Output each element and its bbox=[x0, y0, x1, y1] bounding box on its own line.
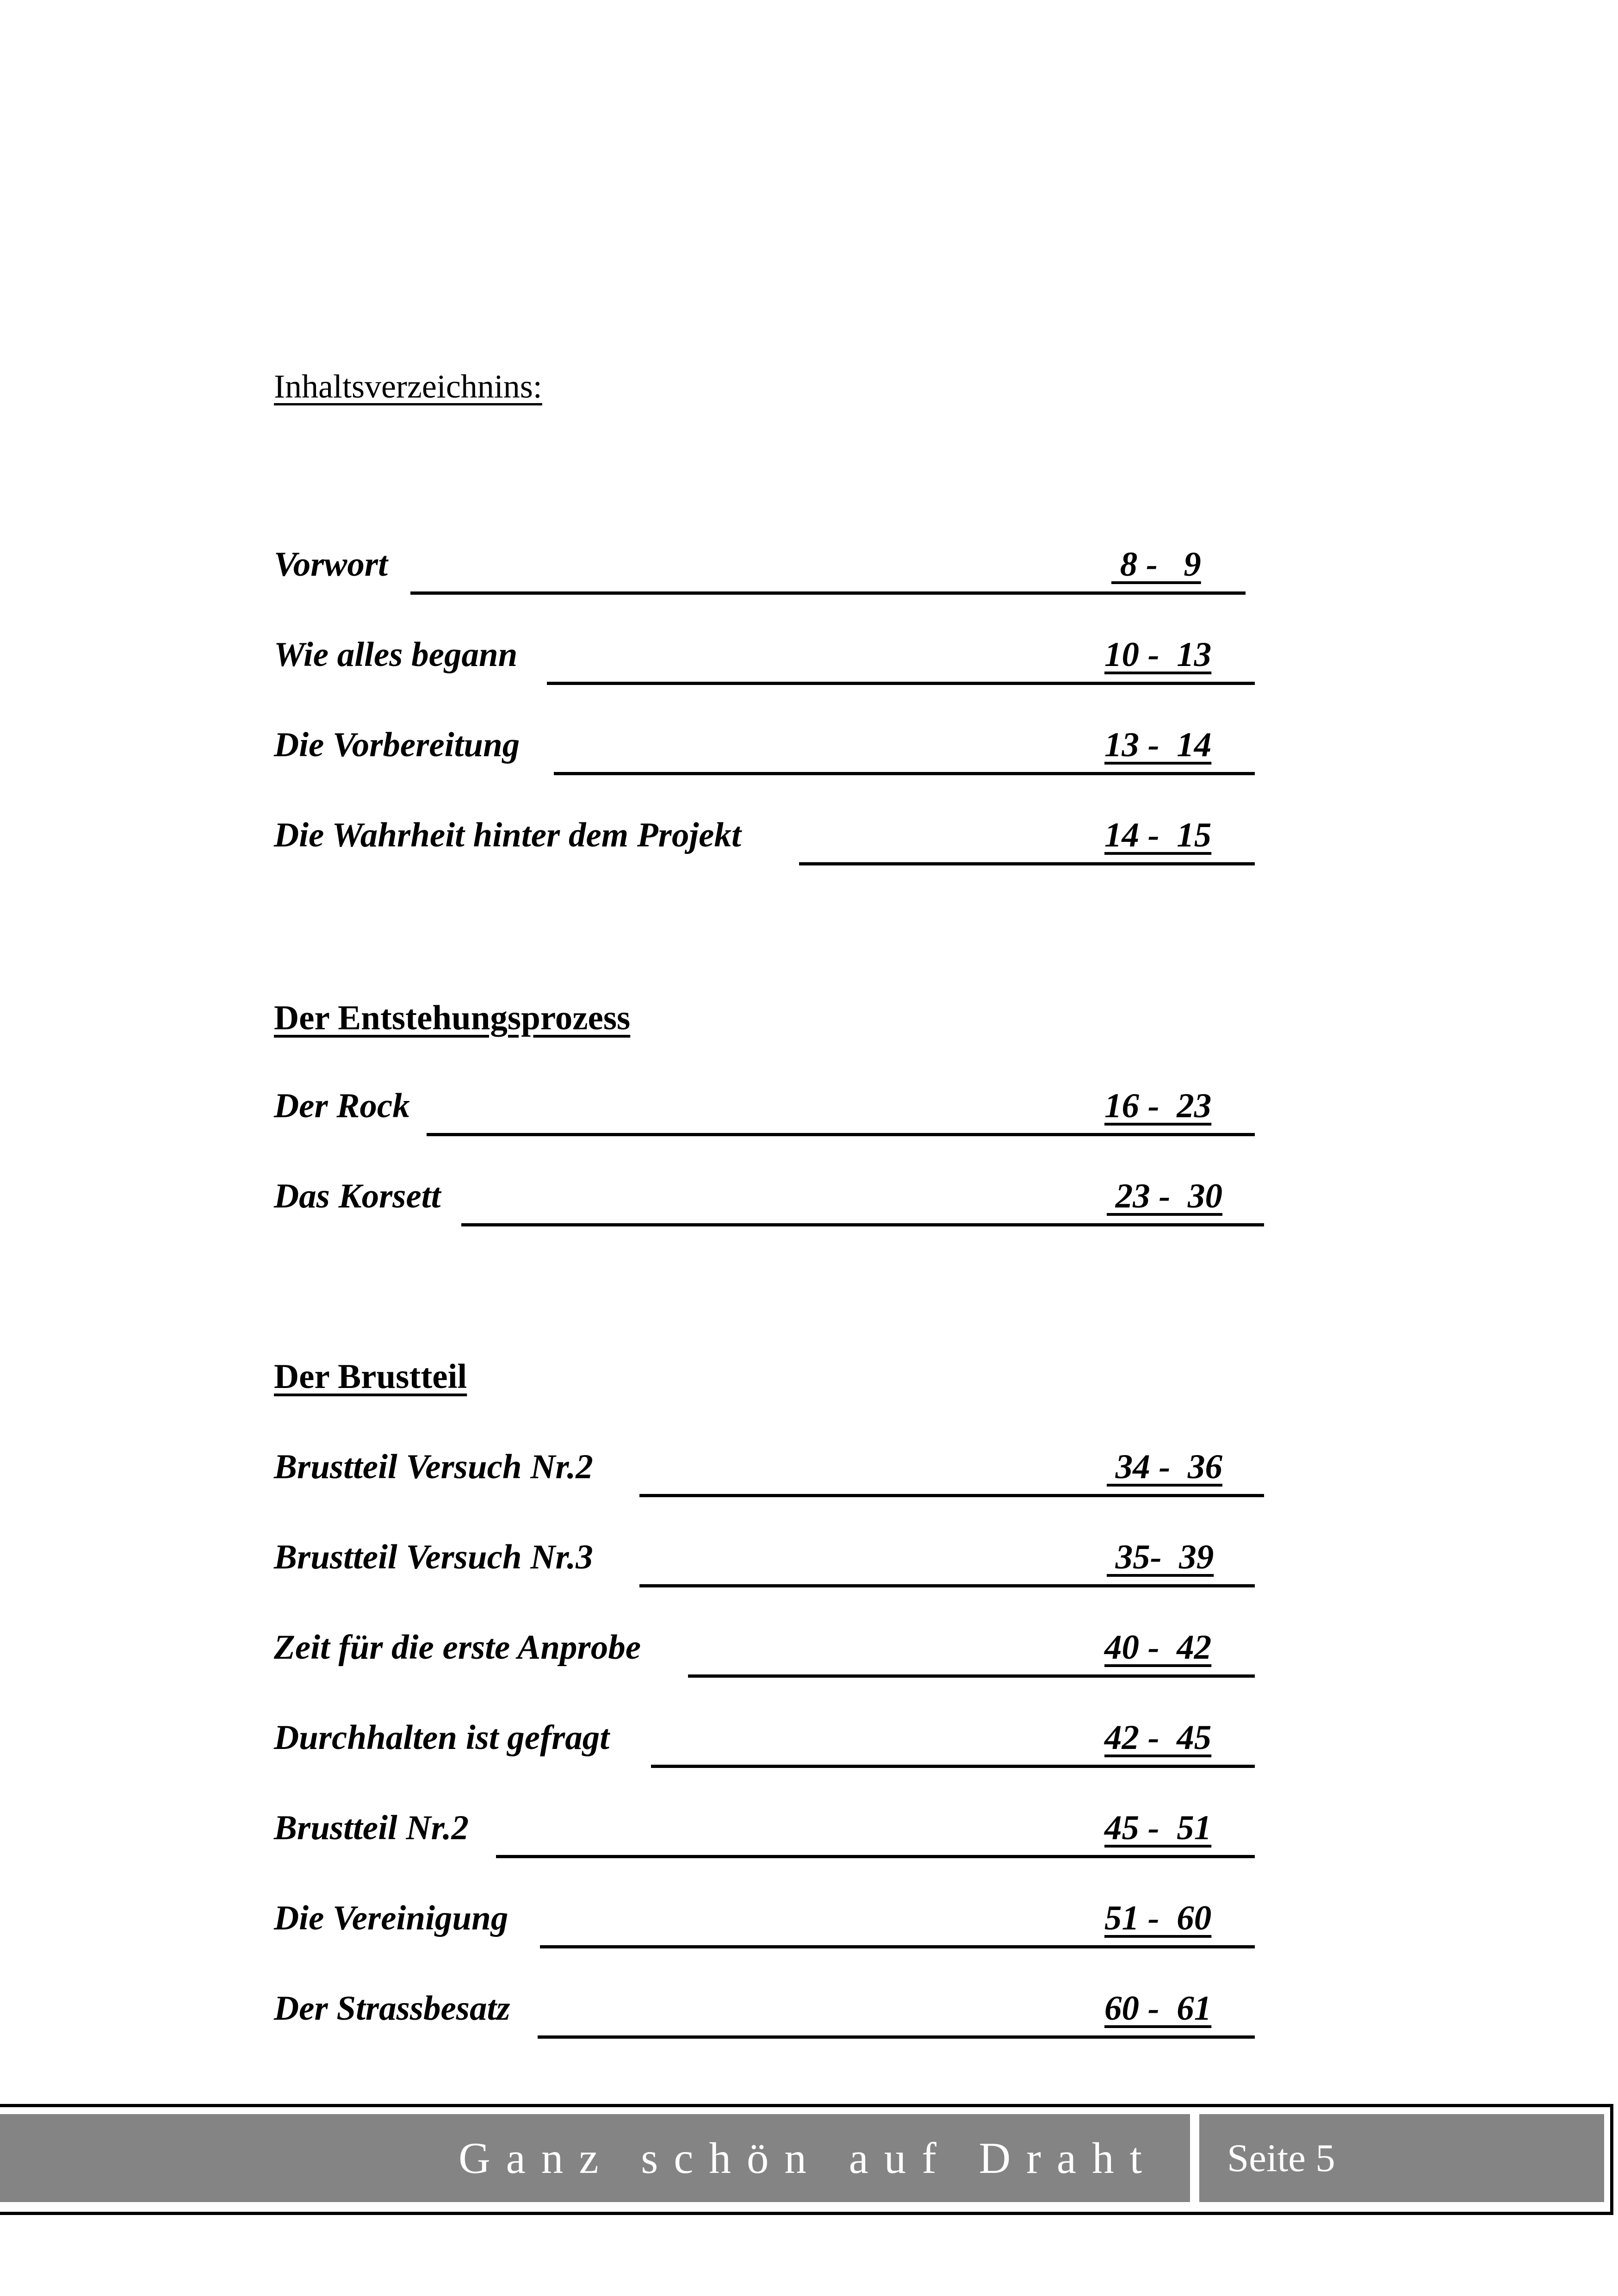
toc-entry-pages: 51 - 60 bbox=[1104, 1899, 1212, 1937]
toc-entry-title: Der Rock bbox=[274, 1087, 410, 1125]
toc-entry-title: Brustteil Nr.2 bbox=[274, 1809, 469, 1847]
toc-entry-title: Wie alles begann bbox=[274, 635, 518, 674]
toc-entry-pages: 35- 39 bbox=[1107, 1538, 1214, 1576]
toc-leader-line bbox=[461, 1223, 1264, 1226]
footer-title-box bbox=[0, 2114, 1190, 2202]
toc-entry-title: Durchhalten ist gefragt bbox=[274, 1718, 610, 1757]
toc-entry-die-vereinigung bbox=[274, 1893, 1246, 1939]
toc-leader-line bbox=[410, 591, 1246, 595]
toc-entry-pages: 16 - 23 bbox=[1104, 1087, 1212, 1125]
footer-page-number: Seite 5 bbox=[1227, 2136, 1335, 2180]
footer-document-title: Ganz schön auf Draht bbox=[459, 2134, 1158, 2183]
toc-entry-pages: 34 - 36 bbox=[1107, 1448, 1222, 1486]
toc-entry-der-strassbesatz bbox=[274, 1983, 1246, 2029]
toc-entry-der-rock bbox=[274, 1081, 1246, 1127]
toc-leader-line bbox=[688, 1674, 1255, 1678]
toc-entry-pages: 10 - 13 bbox=[1104, 635, 1212, 674]
toc-leader-line bbox=[799, 862, 1255, 865]
toc-entry-vorwort bbox=[274, 539, 1246, 585]
toc-leader-line bbox=[547, 682, 1255, 685]
toc-leader-line bbox=[639, 1494, 1264, 1497]
toc-leader-line bbox=[538, 2035, 1255, 2039]
toc-entry-title: Die Wahrheit hinter dem Projekt bbox=[274, 816, 741, 854]
toc-entry-pages: 14 - 15 bbox=[1104, 816, 1212, 854]
toc-entry-pages: 45 - 51 bbox=[1104, 1809, 1212, 1847]
toc-entry-pages: 40 - 42 bbox=[1104, 1628, 1212, 1667]
toc-entry-pages: 60 - 61 bbox=[1104, 1989, 1212, 2028]
toc-entry-die-vorbereitung bbox=[274, 720, 1246, 766]
toc-entry-title: Vorwort bbox=[274, 545, 388, 584]
toc-leader-line bbox=[639, 1584, 1255, 1587]
toc-entry-das-korsett bbox=[274, 1171, 1246, 1217]
toc-entry-brustteil-versuch-2 bbox=[274, 1442, 1246, 1488]
toc-entry-brustteil-versuch-3 bbox=[274, 1532, 1246, 1578]
toc-entry-title: Die Vereinigung bbox=[274, 1899, 508, 1937]
toc-entry-wie-alles-begann bbox=[274, 629, 1246, 676]
toc-entry-pages: 13 - 14 bbox=[1104, 726, 1212, 764]
toc-leader-line bbox=[427, 1133, 1255, 1136]
toc-entry-title: Der Strassbesatz bbox=[274, 1989, 510, 2028]
toc-entry-title: Die Vorbereitung bbox=[274, 726, 520, 764]
section-heading-entstehungsprozess: Der Entstehungsprozess bbox=[274, 999, 631, 1037]
toc-entry-pages: 8 - 9 bbox=[1111, 545, 1201, 584]
toc-entry-brustteil-nr-2 bbox=[274, 1803, 1246, 1849]
toc-entry-erste-anprobe bbox=[274, 1622, 1246, 1668]
toc-leader-line bbox=[651, 1765, 1255, 1768]
toc-entry-durchhalten bbox=[274, 1712, 1246, 1759]
toc-leader-line bbox=[496, 1855, 1255, 1858]
toc-leader-line bbox=[554, 772, 1255, 775]
toc-entry-title: Brustteil Versuch Nr.3 bbox=[274, 1538, 593, 1576]
toc-entry-pages: 23 - 30 bbox=[1107, 1177, 1222, 1215]
toc-leader-line bbox=[540, 1945, 1255, 1948]
toc-heading: Inhaltsverzeichnins: bbox=[274, 368, 542, 405]
toc-entry-title: Brustteil Versuch Nr.2 bbox=[274, 1448, 593, 1486]
toc-entry-die-wahrheit bbox=[274, 810, 1246, 856]
toc-entry-title: Zeit für die erste Anprobe bbox=[274, 1628, 641, 1667]
toc-entry-title: Das Korsett bbox=[274, 1177, 441, 1215]
footer-page-box bbox=[1199, 2114, 1604, 2202]
toc-entry-pages: 42 - 45 bbox=[1104, 1718, 1212, 1757]
section-heading-brustteil: Der Brustteil bbox=[274, 1357, 467, 1396]
